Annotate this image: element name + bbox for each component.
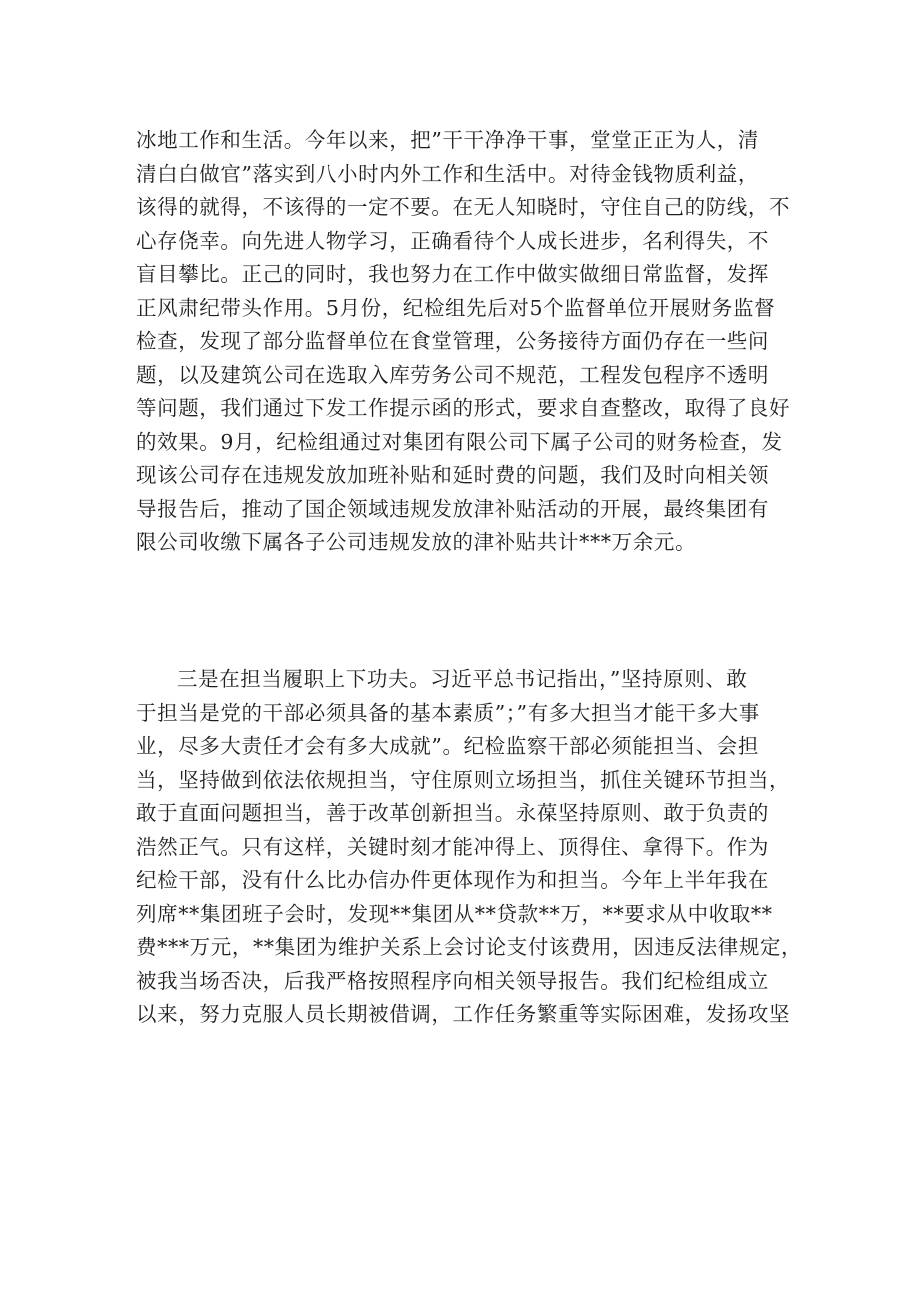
text-line: 限公司收缴下属各子公司违规发放的津补贴共计***万余元。: [136, 530, 697, 554]
text-line: 正风肃纪带头作用。5月份，纪检组先后对5个监督单位开展财务监督: [136, 295, 776, 320]
text-line: 浩然正气。只有这样，关键时刻才能冲得上、顶得住、拿得下。作为: [136, 834, 769, 859]
text-line: 现该公司存在违规发放加班补贴和延时费的问题，我们及时向相关领: [136, 463, 769, 487]
text-line: 盲目攀比。正己的同时，我也努力在工作中做实做细日常监督，发挥: [136, 262, 769, 286]
text-line: 题，以及建筑公司在选取入库劳务公司不规范，工程发包程序不透明: [136, 362, 769, 387]
text-line: 冰地工作和生活。今年以来，把”干干净净干事，堂堂正正为人，清: [136, 128, 759, 152]
paragraph-1: [136, 124, 791, 560]
text-line: 费***万元，**集团为维护关系上会讨论支付该费用，因违反法律规定，: [136, 935, 803, 959]
text-line: 纪检干部，没有什么比办信办件更体现作为和担当。今年上半年我在: [136, 868, 769, 892]
text-line: 心存侥幸。向先进人物学习，正确看待个人成长进步，名利得失，不: [136, 228, 769, 253]
text-line: 导报告后，推动了国企领域违规发放津补贴活动的开展，最终集团有: [136, 496, 769, 521]
text-line: 当，坚持做到依法依规担当，守住原则立场担当，抓住关键环节担当，: [136, 767, 791, 792]
text-line: 列席**集团班子会时，发现**集团从**贷款**万，**要求从中收取**: [136, 901, 773, 926]
text-line: 该得的就得，不该得的一定不要。在无人知晓时，守住自己的防线，不: [136, 195, 791, 219]
text-line: 等问题，我们通过下发工作提示函的形式，要求自查整改，取得了良好: [136, 396, 791, 420]
text-line: 于担当是党的干部必须具备的基本素质”；”有多大担当才能干多大事: [136, 700, 760, 725]
text-line: 以来，努力克服人员长期被借调，工作任务繁重等实际困难，发扬攻坚: [136, 1002, 791, 1026]
text-line: 敢于直面问题担当，善于改革创新担当。永葆坚持原则、敢于负责的: [136, 801, 769, 825]
text-line: 清白白做官”落实到八小时内外工作和生活中。对待金钱物质利益，: [136, 161, 759, 186]
text-line: 检查，发现了部分监督单位在食堂管理，公务接待方面仍存在一些问: [136, 329, 769, 353]
text-line: 业，尽多大责任才会有多大成就”。纪检监察干部必须能担当、会担: [136, 734, 759, 758]
text-line-first: 三是在担当履职上下功夫。习近平总书记指出，”坚持原则、敢: [177, 667, 748, 691]
text-line: 被我当场否决，后我严格按照程序向相关领导报告。我们纪检组成立: [136, 968, 769, 993]
text-line: 的效果。9月，纪检组通过对集团有限公司下属子公司的财务检查，发: [136, 429, 783, 454]
paragraph-2: [136, 663, 803, 1032]
